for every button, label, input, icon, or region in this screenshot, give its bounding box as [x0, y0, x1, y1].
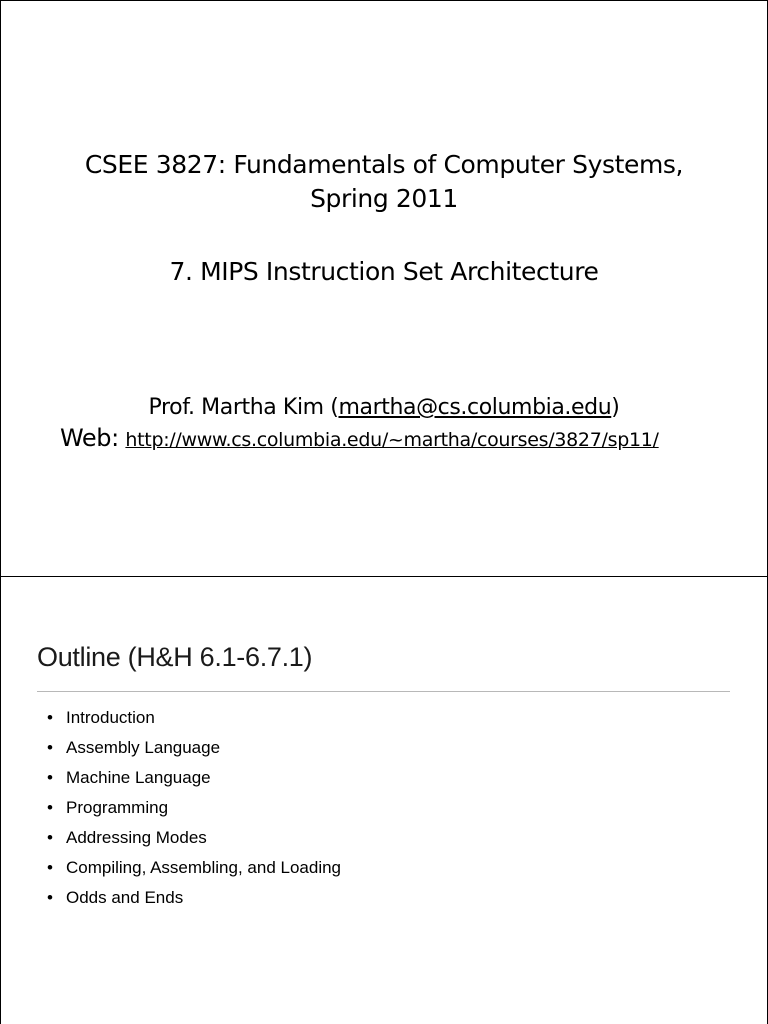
professor-name: Prof. Martha Kim ( — [148, 395, 339, 420]
bullet-icon: • — [47, 798, 53, 817]
bullet-icon: • — [47, 708, 53, 727]
list-item-label: Addressing Modes — [66, 828, 207, 847]
professor-line — [0, 393, 768, 423]
bullet-icon: • — [47, 888, 53, 907]
outline-slide — [0, 577, 768, 1024]
list-item-label: Introduction — [66, 708, 155, 727]
list-item — [47, 883, 341, 913]
list-item-label: Machine Language — [66, 768, 211, 787]
lecture-title: 7. MIPS Instruction Set Architecture — [169, 257, 599, 286]
list-item — [47, 763, 341, 793]
outline-list — [47, 703, 341, 913]
list-item-label: Compiling, Assembling, and Loading — [66, 858, 342, 877]
bullet-icon: • — [47, 738, 53, 757]
course-title-line-2: Spring 2011 — [310, 184, 458, 213]
web-line — [60, 423, 760, 455]
bullet-icon: • — [47, 858, 53, 877]
bullet-icon: • — [47, 828, 53, 847]
professor-suffix: ) — [611, 395, 620, 420]
bullet-icon: • — [47, 768, 53, 787]
outline-title: Outline (H&H 6.1-6.7.1) — [37, 642, 313, 672]
course-title-line-1: CSEE 3827: Fundamentals of Computer Systems, — [84, 150, 684, 179]
list-item-label: Programming — [66, 798, 169, 817]
list-item-label: Assembly Language — [66, 738, 221, 757]
title-underline-rule — [37, 691, 730, 692]
list-item — [47, 703, 341, 733]
list-item-label: Odds and Ends — [66, 888, 184, 907]
list-item — [47, 823, 341, 853]
course-website-link[interactable]: http://www.cs.columbia.edu/~martha/courses/3827/sp11/ — [125, 429, 659, 451]
list-item — [47, 793, 341, 823]
professor-email-link[interactable]: martha@cs.columbia.edu — [338, 395, 612, 420]
list-item — [47, 853, 341, 883]
web-label: Web: — [60, 424, 119, 452]
course-title — [0, 148, 768, 216]
list-item — [47, 733, 341, 763]
